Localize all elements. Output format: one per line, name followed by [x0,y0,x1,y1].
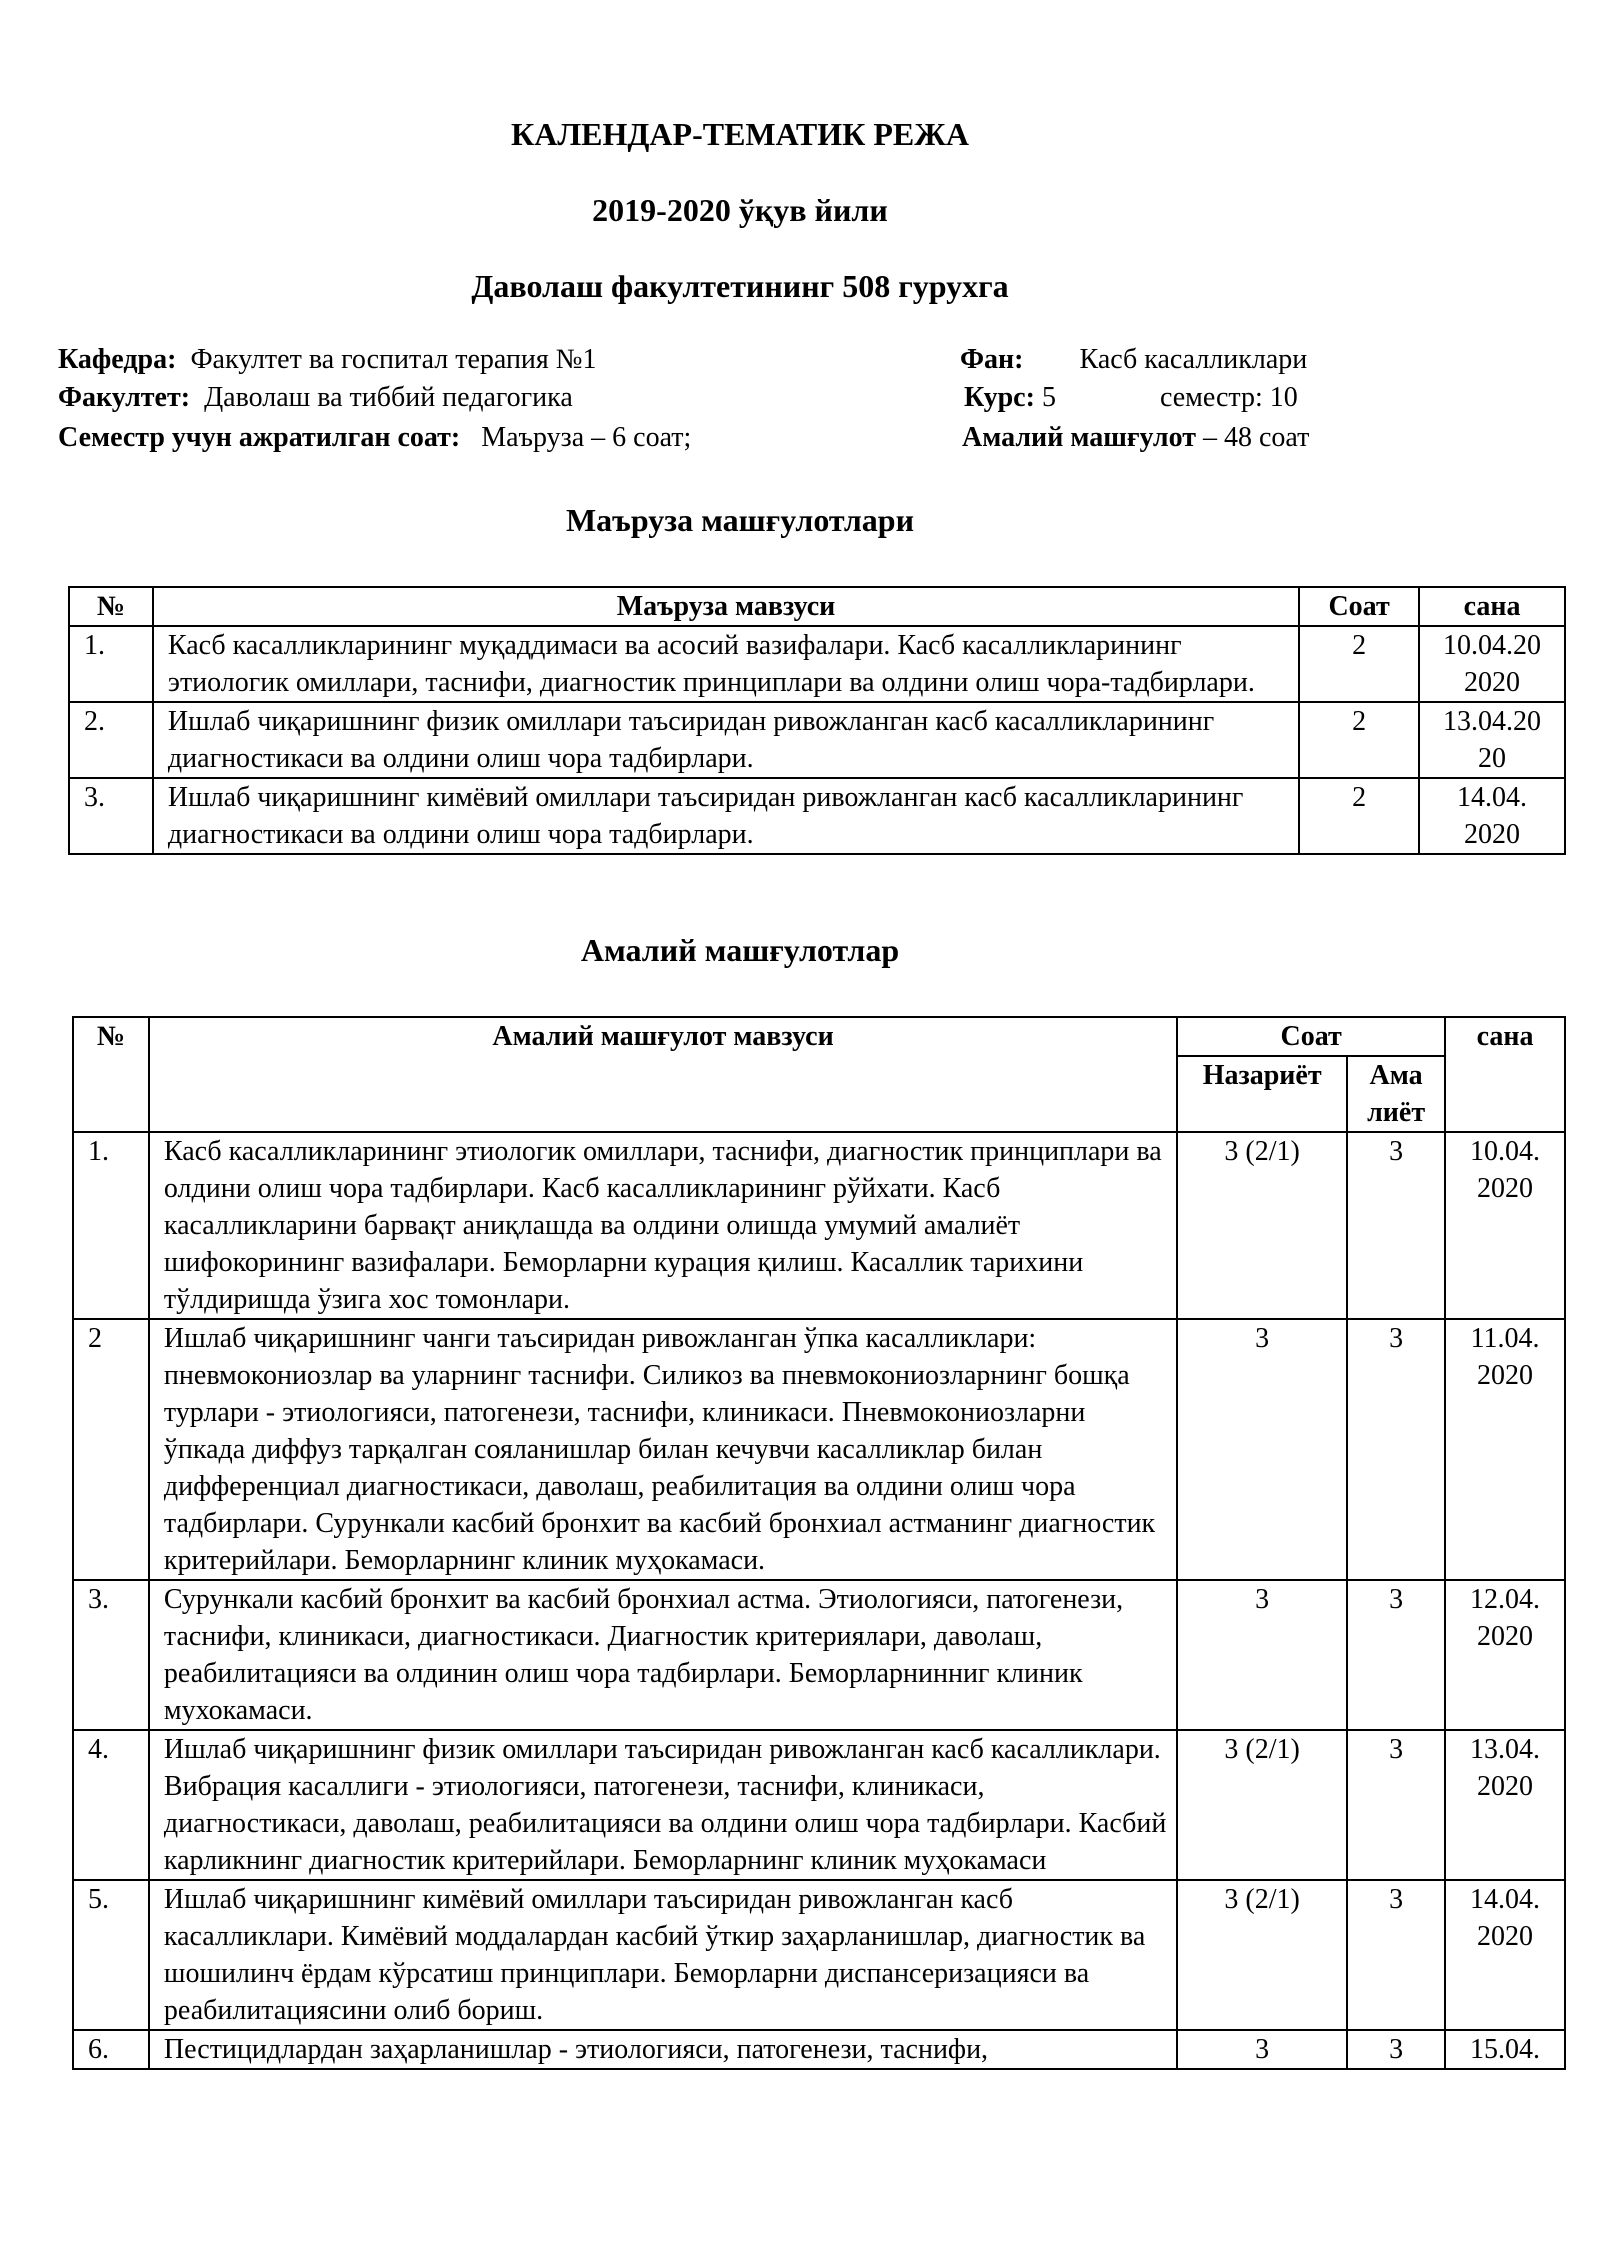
table-row [73,2030,1565,2069]
row-date: 12.04. 2020 [1445,1580,1565,1730]
academic-year: 2019-2020 ўқув йили [592,192,888,228]
row-practice: 3 [1347,1880,1445,2030]
row-theory: 3 [1177,1580,1347,1730]
row-date: 11.04. 2020 [1445,1319,1565,1580]
table-row [73,1132,1565,1319]
row-num: 2 [73,1319,149,1580]
kurs-value: 5 [1041,382,1056,413]
row-practice: 3 [1347,1580,1445,1730]
row-topic: Сурункали касбий бронхит ва касбий бронхиал астма. Этиологияси, патогенези, таснифи, клиникаси, диагностикаси. Диагностик критериялари, даволаш, реабилитацияси ва олдинин олиш чора тадбирлари. Беморларнинниг клиник мухокамаси. [149,1580,1177,1730]
fan-label: Фан: [960,344,1024,375]
kurs-label: Курс: [964,382,1035,413]
row-topic: Ишлаб чиқаришнинг физик омиллари таъсиридан ривожланган касб касалликлари. Вибрация касаллиги - этиологияси, патогенези, таснифи, клиникаси, диагностикаси, даволаш, реабилитацияси ва олдини олиш чора тадбирлари. Касбий карликнинг диагностик критерийлари. Беморларнинг клиник муҳокамаси [149,1730,1177,1880]
header-practice: Ама лиёт [1347,1056,1445,1132]
row-num: 5. [73,1880,149,2030]
row-date: 14.04. 2020 [1445,1880,1565,2030]
row-practice: 3 [1347,1730,1445,1880]
row-date: 10.04.20 2020 [1419,626,1565,702]
practical-value: – 48 соат [1202,422,1310,453]
lectures-table [68,586,1566,855]
row-practice: 3 [1347,1319,1445,1580]
row-topic: Касб касалликларининг этиологик омиллари, таснифи, диагностик принциплари ва олдини олиш чора тадбирлари. Касб касалликларининг рўйхати. Касб касалликларини барвақт аниқлашда ва олдини олишда умумий амалиёт шифокорининг вазифалари. Беморларни курация қилиш. Касаллик тарихини тўлдиришда ўзига хос томонлари. [149,1132,1177,1319]
table-row [69,702,1565,778]
table-row [73,1730,1565,1880]
header-theory: Назариёт [1177,1056,1347,1132]
kafedra-value: Факултет ва госпитал терапия №1 [190,344,597,375]
row-num: 1. [73,1132,149,1319]
header-date: сана [1445,1017,1565,1132]
header-topic: Амалий машғулот мавзуси [149,1017,1177,1132]
practicals-section-title: Амалий машғулотлар [580,932,900,968]
hours-lecture: Маъруза – 6 соат; [481,422,692,453]
row-num: 2. [69,702,153,778]
document-title: КАЛЕНДАР-ТЕМАТИК РЕЖА [511,116,969,152]
hours-line [58,418,691,458]
row-practice: 3 [1347,1132,1445,1319]
semestr-text: семестр: 10 [1159,382,1298,413]
row-theory: 3 [1177,2030,1347,2069]
row-theory: 3 (2/1) [1177,1730,1347,1880]
row-hours: 2 [1299,778,1419,854]
row-date: 10.04. 2020 [1445,1132,1565,1319]
row-date: 15.04. [1445,2030,1565,2069]
row-theory: 3 (2/1) [1177,1880,1347,2030]
row-topic: Пестицидлардан заҳарланишлар - этиологияси, патогенези, таснифи, [149,2030,1177,2069]
fakultet-label: Факултет: [58,382,191,413]
row-date: 13.04. 2020 [1445,1730,1565,1880]
header-num: № [73,1017,149,1132]
row-topic: Ишлаб чиқаришнинг чанги таъсиридан ривожланган ўпка касалликлари: пневмокониозлар ва уларнинг таснифи. Силикоз ва пневмокониозларнинг бошқа турлари - этиологияси, патогенези, таснифи, клиникаси. Пневмокониозларни ўпкада диффуз тарқалган сояланишлар билан кечувчи касалликлар билан дифференциал диагностикаси, даволаш, реабилитация ва олдини олиш чора тадбирлари. Сурункали касбий бронхит ва касбий бронхиал астманинг диагностик критерийлари. Беморларнинг клиник муҳокамаси. [149,1319,1177,1580]
practicals-header-row [73,1017,1565,1056]
fakultet-line [58,378,573,418]
fan-value: Касб касалликлари [1079,344,1308,375]
lectures-section-title: Маъруза машғулотлари [565,502,915,538]
fan-line [960,340,1307,380]
table-row [69,778,1565,854]
row-num: 1. [69,626,153,702]
practical-label: Амалий машғулот [962,422,1196,453]
fakultet-value: Даволаш ва тиббий педагогика [204,382,573,413]
kurs-line [964,378,1298,418]
row-topic: Ишлаб чиқаришнинг кимёвий омиллари таъсиридан ривожланган касб касалликларининг диагностикаси ва олдини олиш чора тадбирлари. [153,778,1299,854]
lectures-header-row [69,587,1565,626]
kafedra-line [58,340,597,380]
row-theory: 3 [1177,1319,1347,1580]
row-num: 3. [69,778,153,854]
header-hours: Соат [1177,1017,1445,1056]
group-title: Даволаш факултетининг 508 гурухга [471,268,1009,304]
hours-label: Семестр учун ажратилган соат: [58,422,461,453]
row-topic: Ишлаб чиқаришнинг физик омиллари таъсиридан ривожланган касб касалликларининг диагностикаси ва олдини олиш чора тадбирлари. [153,702,1299,778]
row-practice: 3 [1347,2030,1445,2069]
header-date: сана [1419,587,1565,626]
row-hours: 2 [1299,702,1419,778]
table-row [73,1580,1565,1730]
table-row [73,1319,1565,1580]
header-topic: Маъруза мавзуси [153,587,1299,626]
practical-hours-line [962,418,1309,458]
row-num: 3. [73,1580,149,1730]
row-topic: Ишлаб чиқаришнинг кимёвий омиллари таъсиридан ривожланган касб касалликлари. Кимёвий моддалардан касбий ўткир заҳарланишлар, диагностик ва шошилинч ёрдам кўрсатиш принциплари. Беморларни диспансеризацияси ва реабилитациясини олиб бориш. [149,1880,1177,2030]
row-theory: 3 (2/1) [1177,1132,1347,1319]
row-date: 13.04.20 20 [1419,702,1565,778]
practicals-table [72,1016,1566,2070]
row-hours: 2 [1299,626,1419,702]
row-num: 4. [73,1730,149,1880]
table-row [69,626,1565,702]
table-row [73,1880,1565,2030]
row-topic: Касб касалликларининг муқаддимаси ва асосий вазифалари. Касб касалликларининг этиологик омиллари, таснифи, диагностик принциплари ва олдини олиш чора-тадбирлари. [153,626,1299,702]
header-num: № [69,587,153,626]
header-hours: Соат [1299,587,1419,626]
row-date: 14.04. 2020 [1419,778,1565,854]
kafedra-label: Кафедра: [58,344,177,375]
row-num: 6. [73,2030,149,2069]
